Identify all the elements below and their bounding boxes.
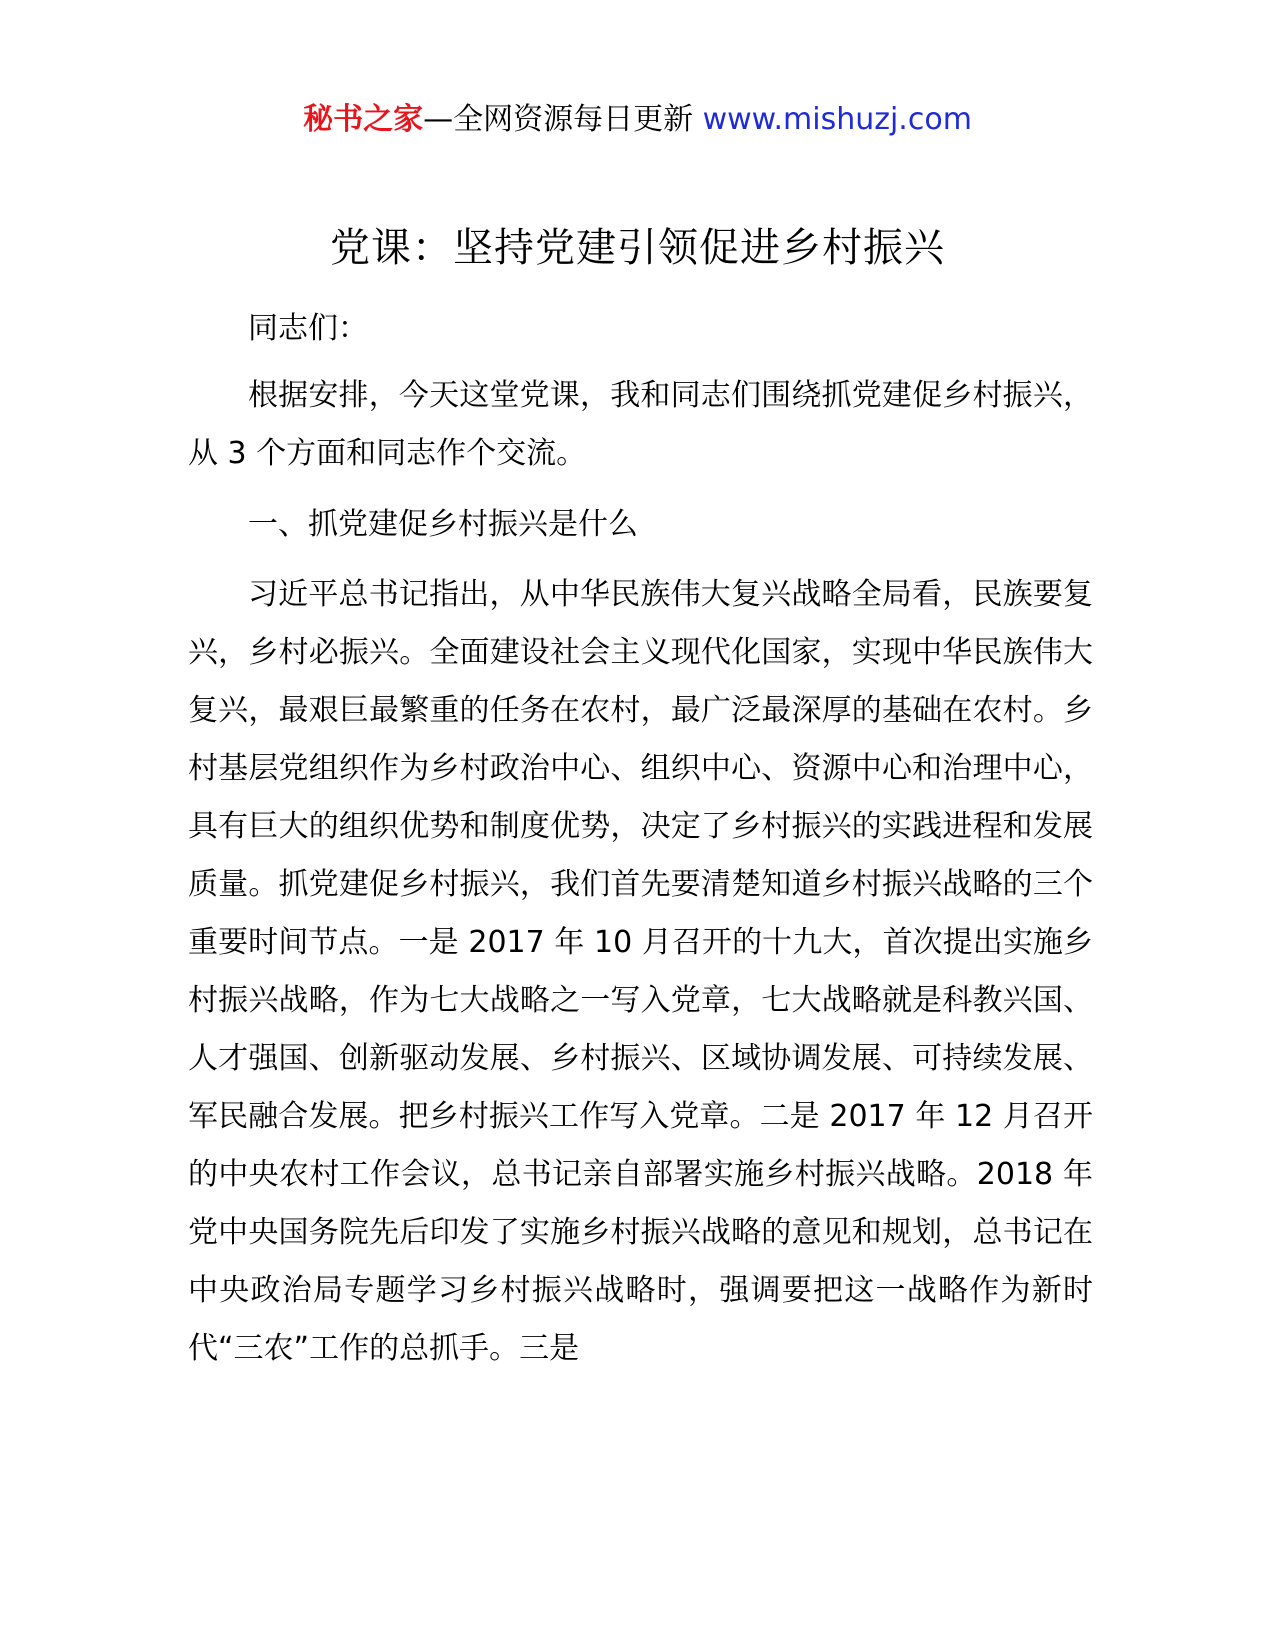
site-url-link[interactable]: www.mishuzj.com xyxy=(693,102,972,137)
brand-name: 秘书之家 xyxy=(303,102,424,137)
greeting-paragraph: 同志们： xyxy=(248,311,368,346)
document-body-greeting xyxy=(188,300,1093,358)
document-body-intro xyxy=(188,367,1093,483)
section-heading: 一、抓党建促乡村振兴是什么 xyxy=(248,507,638,542)
document-body-main xyxy=(188,566,1093,1378)
header-tagline: —全网资源每日更新 xyxy=(423,102,694,137)
body-paragraph: 习近平总书记指出，从中华民族伟大复兴战略全局看，民族要复兴，乡村必振兴。全面建设社会主义现代化国家，实现中华民族伟大复兴，最艰巨最繁重的任务在农村，最广泛最深厚的基础在农村。乡村基层党组织作为乡村政治中心、组织中心、资源中心和治理中心，具有巨大的组织优势和制度优势，决定了乡村振兴的实践进程和发展质量。抓党建促乡村振兴，我们首先要清楚知道乡村振兴战略的三个重要时间节点。一是 2017 年 10 月召开的十九大，首次提出实施乡村振兴战略，作为七大战略之一写入党章，七大战略就是科教兴国、人才强国、创新驱动发展、乡村振兴、区域协调发展、可持续发展、军民融合发展。把乡村振兴工作写入党章。二是 2017 年 12 月召开的中央农村工作会议，总书记亲自部署实施乡村振兴战略。2018 年党中央国务院先后印发了实施乡村振兴战略的意见和规划，总书记在中央政治局专题学习乡村振兴战略时，强调要把这一战略作为新时代“三农”工作的总抓手。三是 xyxy=(188,577,1093,1366)
intro-paragraph: 根据安排，今天这堂党课，我和同志们围绕抓党建促乡村振兴，从 3 个方面和同志作个交流。 xyxy=(188,378,1093,471)
document-body-section-heading xyxy=(188,496,1093,554)
site-header xyxy=(0,100,1275,140)
document-title: 党课：坚持党建引领促进乡村振兴 xyxy=(330,225,945,271)
